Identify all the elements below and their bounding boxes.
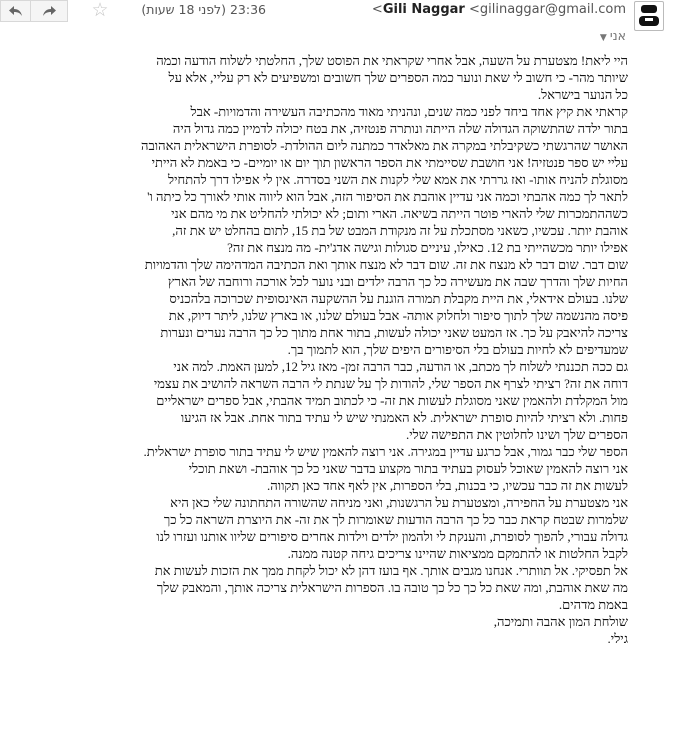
forward-icon bbox=[41, 5, 57, 17]
message-line: לתאר לך כמה אהבתי וכמה אני עדיין אוהבת את הסיפור הזה, אבל הוא ליווה אותי לאורך כל כיתה ו' bbox=[147, 189, 628, 204]
message-paragraph bbox=[0, 494, 628, 562]
star-icon[interactable]: ☆ bbox=[91, 0, 109, 21]
message-header bbox=[0, 0, 681, 22]
message-date: 23:36 (לפני 18 שעות) bbox=[141, 2, 266, 17]
message-line: עליי יש ספר פנטזיה! אני חושבת שסיימתי את הספר הראשון תוך יום או יומיים- כי באמת לא הייתי bbox=[151, 155, 628, 170]
message-line: באמת מדהים. bbox=[558, 597, 628, 612]
message-line: שום דבר. שום דבר לא מנצח את זה. שום דבר לא מנצח אותך ואת הכתיבה המדהימה שלך והדמויות bbox=[144, 257, 628, 272]
message-line: כשההתמכרות שלי להארי פוטר הייתה בשיאה. הארי ותום; לא יכולתי להחליט את מי מהם אני bbox=[171, 206, 628, 221]
message-line: פיסה מהנשמה שלך לתוך סיפור ולחלוק אותה- אבל בעולם שלנו, או בארץ שלנו, ליתר דיוק, את bbox=[168, 308, 628, 323]
message-line: מסוגלת להניח אותו- ואז גררתי את אמא שלי לקנות את השני בסדרה. אין לי אפילו דרך להתחיל bbox=[168, 172, 628, 187]
recipient-toggle[interactable] bbox=[548, 28, 626, 44]
chevron-down-icon: ▼ bbox=[599, 33, 607, 43]
message-line: אוהבת יותר. עכשיו, כשאני מסתכלת על זה מנקודת המבט של בת 15, לתום בהחלט יש את זה, bbox=[172, 223, 628, 238]
message-line: גדולה עבורי, להפוך לסופרת, והענקת לי ולהמון ילדים וילדות אחרים סיפורים שליוו אותנו ועזרו לנו bbox=[156, 529, 628, 544]
forward-button[interactable] bbox=[30, 0, 68, 22]
message-line: פחות. ולא רציתי להיות סופרת ישראלית. לא האמנתי שיש לי עתיד בתור אחת. אבל אז הגיעו bbox=[180, 410, 628, 425]
message-paragraph bbox=[0, 443, 628, 494]
avatar-shape-top bbox=[641, 5, 657, 13]
message-paragraph bbox=[0, 358, 628, 443]
recipient-label: אני bbox=[609, 28, 626, 43]
sender-name[interactable]: Gili Naggar bbox=[382, 2, 465, 17]
message-line: שלנו. בעולם אידאלי, את היית מקבלת תמורה הוגנת על ההשקעה האינסופית שכרוכה בלהכניס bbox=[169, 291, 628, 306]
message-line: צריכה להיאבק על כך. אז המעט שאני יכולה לעשות, בתור אחת מתוך כל כך הרבה נערים ונערות bbox=[160, 325, 628, 340]
message-line: בתור ילדה שהתשוקה הגדולה שלה הייתה ונותרה פנטזיה, את בטח יכולה לדמיין כמה גדול היה bbox=[172, 121, 628, 136]
reply-icon bbox=[8, 5, 24, 17]
message-paragraph bbox=[0, 52, 628, 103]
message-paragraph bbox=[0, 562, 628, 613]
reply-button[interactable] bbox=[0, 0, 30, 22]
message-line: לקבל החלטות או להתמקם ממציאות שהיינו צריכים גיחה קטנה ממנה. bbox=[287, 546, 628, 561]
sender bbox=[358, 2, 626, 18]
message-line: היי ליאת! מצטערת על השעה, אבל אחרי שקראתי את הפוסט שלך, החלטתי לשלוח הודעה וכמה bbox=[156, 53, 628, 68]
message-line: אני רוצה להאמין שאוכל לעסוק בעתיד בתור מקצוע בדבר שאני כל כך אוהבת- ושאת תוכלי bbox=[188, 461, 628, 476]
message-line: החיות שלך והדרך שבה את מעשירה כל כך הרבה ילדים ובני נוער לכל אורכה ורוחבה של הארץ bbox=[167, 274, 628, 289]
message-line: קראתי את קיץ אחד ביחד לפני כמה שנים, ונהניתי מאוד מהכתיבה העשירה והדמויות- אבל bbox=[190, 104, 628, 119]
message-line: כל הנוער בישראל. bbox=[537, 87, 628, 102]
message-line: דוחה את זה? רציתי לצרף את הספר שלי, להודות לך על שנתת לי הרבה השראה להושיב את עצמי bbox=[153, 376, 628, 391]
message-line: האושר שהרגשתי כשקיבלתי במקרה את מאלאדר כמתנה ליום ההולדת- לסופרת הישראלית האהובה bbox=[141, 138, 628, 153]
avatar-shape-accent bbox=[645, 18, 653, 21]
message-paragraph bbox=[0, 103, 628, 358]
message-line: מה שאת אוהבת, ומה שאת כל כך כל כך טובה בו. הספרות הישראלית צריכה אותך, והמאבק שלך bbox=[156, 580, 628, 595]
message-body bbox=[0, 52, 628, 647]
message-line: מול המקלדת ולהאמין שאני מסוגלת לעשות את זה- כי לכתוב תמיד אהבתי, אבל ספרים ישראליים bbox=[156, 393, 628, 408]
message-paragraph bbox=[0, 613, 628, 647]
message-line: אני מצטערת על החפירה, ומצטערת על הרגשנות, ואני מניחה שהשורה התחתונה שלי כאן היא bbox=[170, 495, 628, 510]
message-line: לעשות את זה כבר עכשיו, כי בכנות, בלי הספרות, אין לאף אחד כאן תקווה. bbox=[267, 478, 628, 493]
message-line: הספר שלי כבר גמור, אבל כרגע עדיין במגירה. אני רוצה להאמין שיש לי עתיד בתור סופרת ישראלית. bbox=[143, 444, 628, 459]
message-line: שלמרות שבטח קראת כבר כל כך הרבה הודעות שאומרות לך את זה- את היוצרת השראה כל כך bbox=[163, 512, 628, 527]
sender-email: <gilinaggar@gmail.com> bbox=[371, 2, 626, 17]
message-line: אל תפסיקי. אל תוותרי. אנחנו מגבים אותך. אף בועז דהן לא יכול לקחת ממך את הזכות לעשות את bbox=[154, 563, 628, 578]
message-line: גם ככה תכננתי לשלוח לך מכתב, או הודעה, כבר הרבה זמן- מאז גיל 12, למען האמת. למה אני bbox=[173, 359, 628, 374]
message-line: שמעדיפים לא לחיות בעולם בלי הסיפורים היפים שלך, הוא לתמוך בך. bbox=[287, 342, 628, 357]
message-line: גילי. bbox=[607, 631, 628, 646]
message-line: שולחת המון אהבה ותמיכה, bbox=[493, 614, 628, 629]
message-line: אפילו יותר מכשהייתי בת 12. כאילו, עיניים סגולות וגישה אדג'ית- מה מנצח את זה? bbox=[227, 240, 628, 255]
message-line: שיותר מהר- כי חשוב לי שאת ונוער כמה הספרים שלך חשובים ומשפיעים לא רק עליי, אלא על bbox=[168, 70, 628, 85]
avatar[interactable] bbox=[634, 1, 664, 31]
message-line: הספרים שלך ושינו לחלוטין את התפישה שלי. bbox=[406, 427, 628, 442]
